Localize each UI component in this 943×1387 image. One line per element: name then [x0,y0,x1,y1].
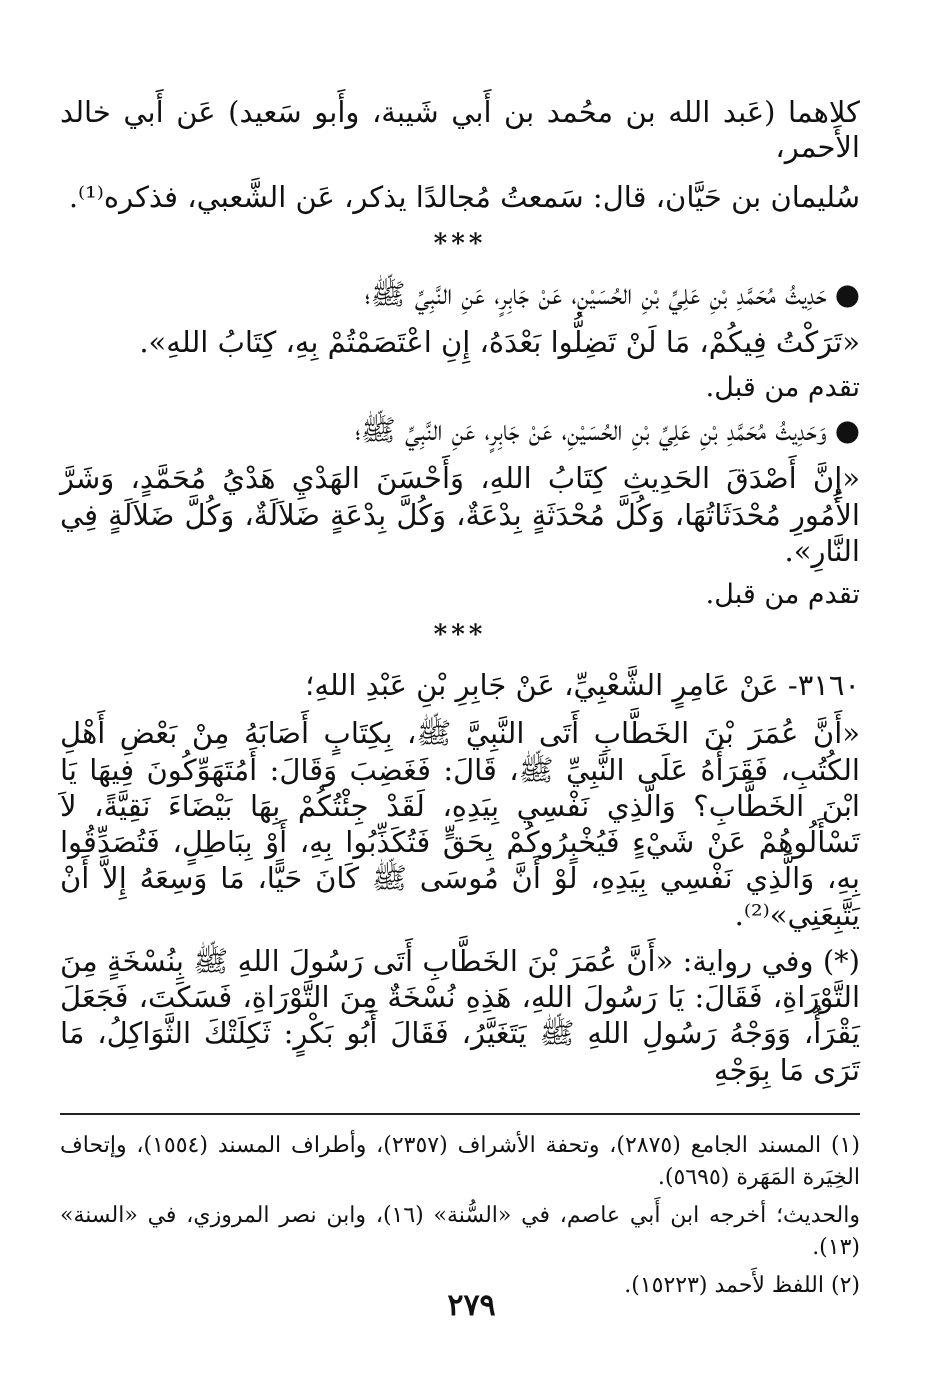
main-text [60,95,860,1098]
block-a-text: «تَرَكْتُ فِيكُمْ، مَا لَنْ تَضِلُّوا بَعْدَهُ، إِنِ اعْتَصَمْتُمْ بِهِ، كِتَابُ اللهِ». [139,324,860,359]
footnote-1: (١) المسند الجامع (٢٨٧٥)، وتحفة الأشراف (٢٣٥٧)، وأطراف المسند (١٥٥٤)، وإتحاف الخِيَرة المَهَرة (٥٦٩٥). [60,1133,860,1190]
block-b-chain-text: وَحَدِيثُ مُحَمَّدِ بْنِ عَلِيِّ بْنِ الحُسَيْنِ، عَنْ جَابِرٍ، عَنِ النَّبِيِّ ﷺ؛ [354,412,827,447]
footnotes [60,1130,860,1307]
section-separator: *** [433,229,487,260]
block-a-chain-text: حَدِيثُ مُحَمَّدِ بْنِ عَلِيِّ بْنِ الحُسَيْنِ، عَنْ جَابِرٍ، عَنِ النَّبِيِّ ﷺ؛ [364,277,827,312]
bullet-icon: ● [834,412,860,447]
footnote-1-continued: والحديث؛ أخرجه ابن أَبي عاصم، في «السُّنة» (١٦)، وابن نصر المروزي، في «السنة» (١٣). [60,1202,860,1260]
block-b-text: «إِنَّ أَصْدَقَ الحَدِيثِ كِتَابُ اللهِ، وَأَحْسَنَ الهَدْيِ هَدْيُ مُحَمَّدٍ، وَشَرَّ الأُمُورِ مُحْدَثَاتُهَا، وَكُلَّ مُحْدَثَةٍ بِدْعَةٌ، وَكُلَّ بِدْعَةٍ ضَلاَلَةٌ، وَكُلَّ ضَلاَلَةٍ فِي النَّارِ». [60,461,860,568]
footnote-2: (٢) اللفظ لأَحمد (١٥٢٢٣). [624,1272,860,1298]
block-a-chain [60,277,860,312]
bullet-icon: ● [834,277,860,312]
section-separator: *** [433,620,487,650]
footnote-divider [60,1113,860,1115]
intro-line-2: سُليمان بن حَيَّان، قال: سَمعتُ مُجالدًا يذكر، عَن الشَّعبي، فذكره⁽¹⁾. [68,179,860,214]
block-a-note: تقدم من قبل. [705,371,860,403]
hadith-3160-chain: ٣١٦٠- عَنْ عَامِرٍ الشَّعْبِيِّ، عَنْ جَابِرِ بْنِ عَبْدِ اللهِ؛ [305,668,860,702]
page-number: ٢٧٩ [447,1288,496,1323]
hadith-3160-riwaya: (*) وفي رواية: «أَنَّ عُمَرَ بْنَ الخَطَّابِ أَتَى رَسُولَ اللهِ ﷺ بِنُسْخَةٍ مِنَ التَّوْرَاةِ، فَقَالَ: يَا رَسُولَ اللهِ، هَذِهِ نُسْخَةٌ مِنَ التَّوْرَاةِ، فَسَكَتَ، فَجَعَلَ يَقْرَأُ، وَوَجْهُ رَسُولِ اللهِ ﷺ يَتَغَيَّرُ، فَقَالَ أَبُو بَكْرٍ: ثَكِلَتْكَ الثَّوَاكِلُ، مَا تَرَى مَا بِوَجْهِ [60,943,860,1087]
intro-line-1: كلاهما (عَبد الله بن محُمد بن أَبي شَيبة، وأَبو سَعيد) عَن أَبي خالد الأَحمر، [60,95,860,165]
hadith-3160-text: «أَنَّ عُمَرَ بْنَ الخَطَّابِ أَتَى النَّبِيَّ ﷺ، بِكِتَابٍ أَصَابَهُ مِنْ بَعْضِ أَهْلِ الكُتُبِ، فَقَرَأَهُ عَلَى النَّبِيِّ ﷺ، قَالَ: فَغَضِبَ وَقَالَ: أَمُتَهَوِّكُونَ فِيهَا يَا ابْنَ الخَطَّابِ؟ وَالَّذِي نَفْسِي بِيَدِهِ، لَقَدْ جِئْتُكُمْ بِهَا بَيْضَاءَ نَقِيَّةً، لاَ تَسْأَلُوهُمْ عَنْ شَيْءٍ فَيُخْبِرُوكُمْ بِحَقٍّ فَتُكَذِّبُوا بِهِ، أَوْ بِبَاطِلٍ، فَتُصَدِّقُوا بِهِ، وَالَّذِي نَفْسِي بِيَدِهِ، لَوْ أَنَّ مُوسَى ﷺ كَانَ حَيًّا، مَا وَسِعَهُ إِلاَّ أَنْ يَتَّبِعَنِي»⁽²⁾. [60,716,860,932]
block-b-note: تقدم من قبل. [705,579,860,610]
block-b-chain [60,413,860,448]
